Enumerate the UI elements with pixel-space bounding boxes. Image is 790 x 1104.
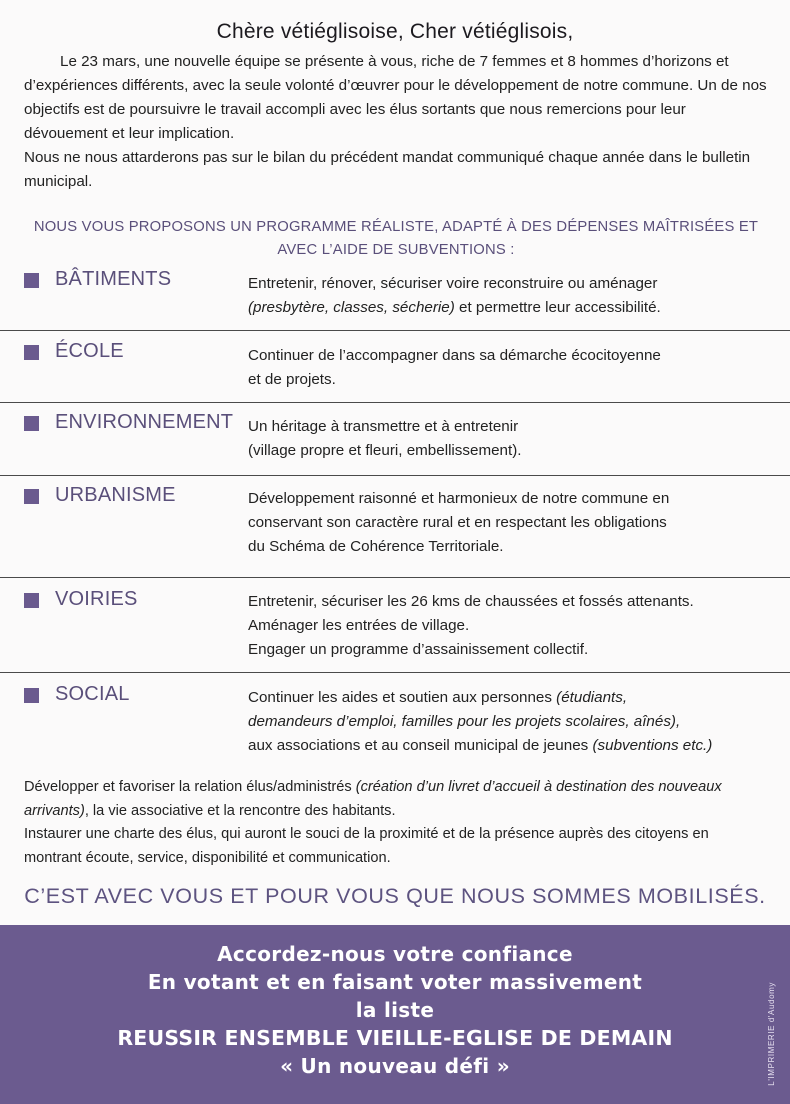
- banner-line-1: Accordez-nous votre confiance: [217, 942, 573, 966]
- description-italic: demandeurs d’emploi, familles pour les projets scolaires, aînés),: [248, 713, 681, 730]
- description-text: et permettre leur accessibilité.: [454, 299, 661, 316]
- bullet-square-icon: [24, 688, 39, 703]
- description-line: Aménager les entrées de village.: [248, 617, 470, 634]
- description-italic: (subventions etc.): [592, 737, 713, 754]
- description-line: [248, 710, 778, 734]
- description-line: [248, 296, 778, 320]
- description-line: du Schéma de Cohérence Territoriale.: [248, 538, 504, 555]
- description-line: Développement raisonné et harmonieux de notre commune en: [248, 490, 670, 507]
- section-description: [248, 590, 778, 662]
- section-divider: [0, 577, 790, 578]
- section-divider: [0, 330, 790, 331]
- bullet-square-icon: [24, 416, 39, 431]
- description-line: Continuer de l’accompagner dans sa démarche écocitoyenne: [248, 347, 661, 364]
- bullet-square-icon: [24, 593, 39, 608]
- closing-text-italic: (création d’un livret d’accueil à destination des nouveaux arrivants): [24, 779, 722, 819]
- bullet-square-icon: [24, 489, 39, 504]
- description-line: [248, 734, 778, 758]
- closing-text-plain: Développer et favoriser la relation élus/administrés: [24, 779, 356, 795]
- description-italic: (étudiants,: [556, 689, 628, 706]
- section-description: [248, 686, 778, 758]
- banner-line-3: la liste: [355, 998, 435, 1022]
- printer-credit: L'IMPRIMERIE d'Audomy: [767, 982, 776, 1086]
- intro-paragraph-1: Le 23 mars, une nouvelle équipe se présente à vous, riche de 7 femmes et 8 hommes d’horizons et d’expériences différents, avec la seule volonté d’œuvrer pour le développement de notre commune. Un de nos objectifs est de poursuivre le travail accompli avec les élus sortants que nous remercions pour leur dévouement et leur implication.: [24, 53, 767, 142]
- closing-text-after: , la vie associative et la rencontre des habitants.: [84, 802, 396, 819]
- section-description: [248, 415, 778, 463]
- banner-list-name: REUSSIR ENSEMBLE VIEILLE-EGLISE DE DEMAIN: [117, 1026, 673, 1050]
- bullet-square-icon: [24, 273, 39, 288]
- programme-heading-line-1: NOUS VOUS PROPOSONS UN PROGRAMME RÉALISTE, ADAPTÉ À DES DÉPENSES MAÎTRISÉES ET: [33, 219, 759, 235]
- salutation: Chère vétiéglisoise, Cher vétiéglisois,: [216, 20, 574, 43]
- programme-heading: [20, 216, 772, 262]
- section-description: [248, 344, 778, 392]
- banner-line-2: En votant et en faisant voter massivement: [147, 970, 643, 994]
- banner-line-5: « Un nouveau défi »: [280, 1054, 510, 1078]
- section-title: ÉCOLE: [55, 340, 124, 362]
- slogan: C’EST AVEC VOUS ET POUR VOUS QUE NOUS SOMMES MOBILISÉS.: [24, 884, 766, 908]
- section-title: VOIRIES: [55, 588, 138, 610]
- section-title: ENVIRONNEMENT: [55, 411, 234, 433]
- section-title: BÂTIMENTS: [55, 268, 172, 290]
- intro-text: [24, 50, 768, 194]
- description-line: conservant son caractère rural et en respectant les obligations: [248, 514, 667, 531]
- section-description: [248, 487, 778, 559]
- section-title: SOCIAL: [55, 683, 130, 705]
- description-line: Entretenir, rénover, sécuriser voire reconstruire ou aménager: [248, 275, 658, 292]
- closing-paragraph-1: [24, 776, 770, 823]
- section-description: [248, 272, 778, 320]
- section-divider: [0, 672, 790, 673]
- description-line: Un héritage à transmettre et à entretenir: [248, 418, 519, 435]
- description-text: Continuer les aides et soutien aux personnes: [248, 689, 557, 706]
- bullet-square-icon: [24, 345, 39, 360]
- description-italic: (presbytère, classes, sécherie): [248, 299, 455, 316]
- closing-paragraph-2: Instaurer une charte des élus, qui auront le souci de la proximité et de la présence auprès des citoyens en montrant écoute, service, disponibilité et communication.: [24, 826, 709, 866]
- description-text: aux associations et au conseil municipal de jeunes: [248, 737, 593, 754]
- programme-heading-line-2: AVEC L’AIDE DE SUBVENTIONS :: [277, 242, 515, 258]
- intro-paragraph-2: Nous ne nous attarderons pas sur le bilan du précédent mandat communiqué chaque année dans le bulletin municipal.: [24, 149, 751, 190]
- description-line: (village propre et fleuri, embellissement).: [248, 442, 522, 459]
- description-line: [248, 686, 778, 710]
- description-line: Engager un programme d’assainissement collectif.: [248, 641, 589, 658]
- section-title: URBANISME: [55, 484, 176, 506]
- closing-text: [24, 776, 770, 870]
- section-divider: [0, 402, 790, 403]
- description-line: Entretenir, sécuriser les 26 kms de chaussées et fossés attenants.: [248, 593, 694, 610]
- section-divider: [0, 475, 790, 476]
- call-to-vote-banner: [0, 925, 790, 1104]
- description-line: et de projets.: [248, 371, 336, 388]
